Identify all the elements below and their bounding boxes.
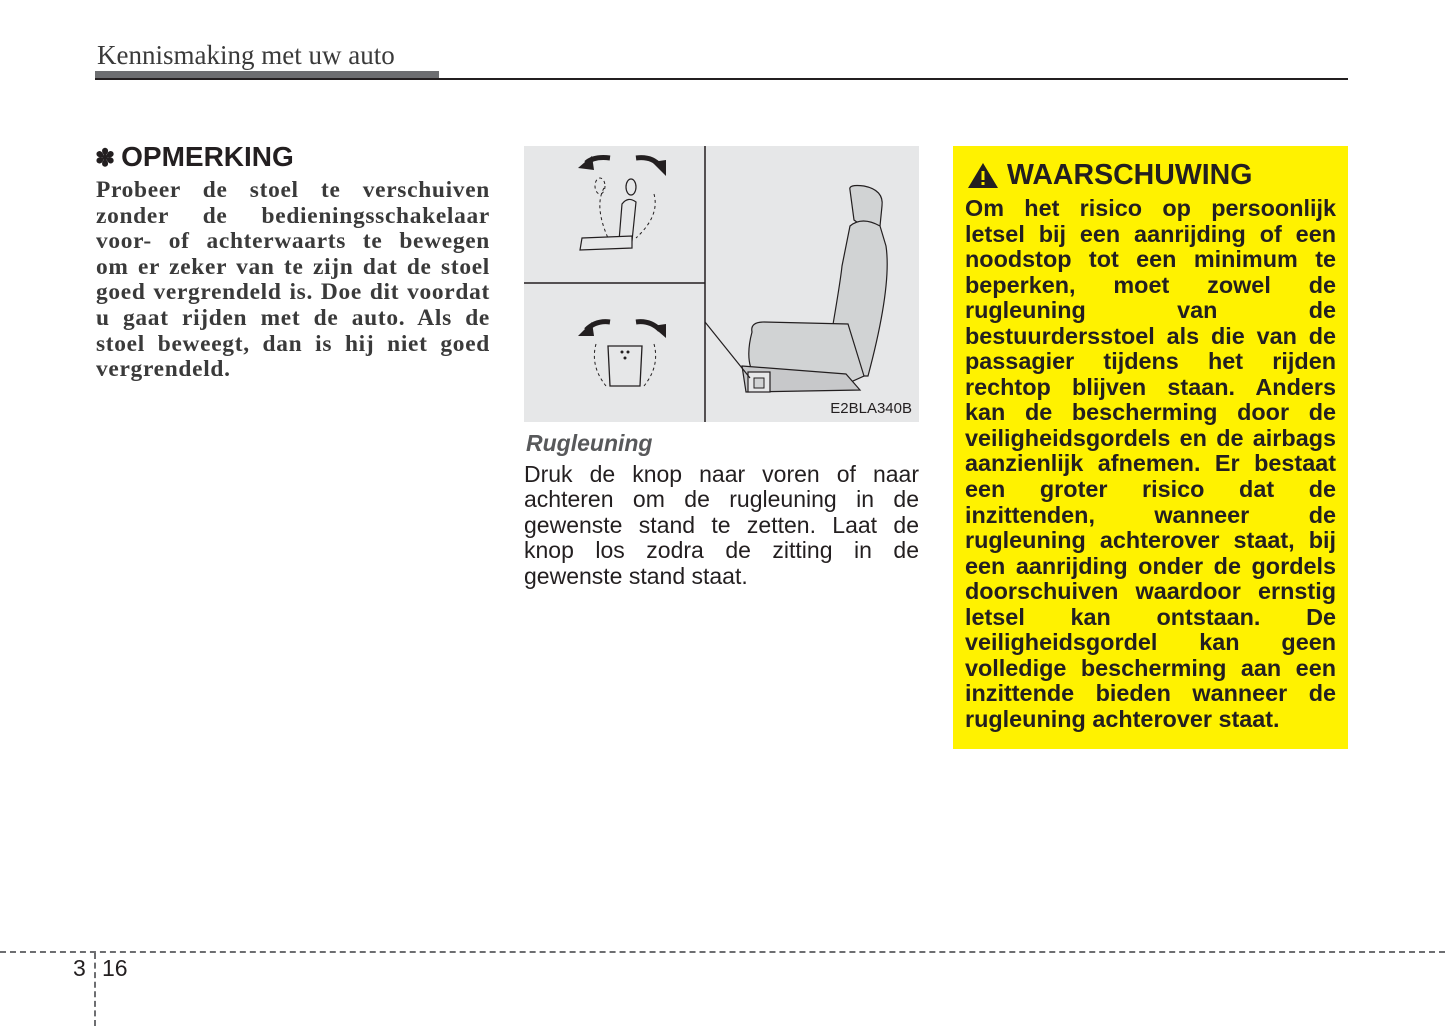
- note-text: Probeer de stoel te verschuiven zonder de bedieningsschakelaar voor- of achterwaarts te bewegen om er zeker van te zijn dat de stoel goed vergrendeld is. Doe dit voordat u gaat rijden met de auto. Als de stoel beweegt, dan is hij niet goed vergrendeld.: [96, 177, 490, 383]
- warning-heading: [967, 157, 1252, 193]
- note-star-icon: ✽: [95, 145, 116, 172]
- page-header-title: Kennismaking met uw auto: [97, 40, 395, 70]
- footer-vertical-dashed-line: [94, 953, 96, 1026]
- rugleuning-heading: Rugleuning: [526, 430, 653, 456]
- figure-code: E2BLA340B: [830, 400, 912, 417]
- seat-figure: [524, 146, 919, 422]
- recline-side-icon: [578, 156, 666, 250]
- footer-dashed-line: [0, 951, 1445, 953]
- note-heading-label: OPMERKING: [121, 141, 294, 172]
- chapter-number: 3: [73, 955, 86, 981]
- seat-drawing: [705, 186, 887, 393]
- header-rule: [95, 78, 1348, 80]
- note-heading: [95, 139, 294, 177]
- power-seat-recline-illustration: [524, 146, 919, 422]
- rugleuning-text: Druk de knop naar voren of naar achteren om de rugleuning in de gewenste stand te zetten. Laat de knop los zodra de zitting in de gewenste stand staat.: [524, 461, 919, 589]
- warning-triangle-icon: [967, 161, 999, 189]
- page-number: 16: [102, 955, 128, 981]
- recline-switch-icon: [578, 322, 666, 386]
- warning-text: Om het risico op persoonlijk letsel bij een aanrijding of een noodstop tot een minimum te beperken, moet zowel de rugleuning van de bestuurdersstoel als die van de passagier tijdens het rijden rechtop blijven staan. Anders kan de bescherming door de veiligheidsgordels en de airbags aanzienlijk afnemen. Er bestaat een groter risico dat de inzittenden, wanneer de rugleuning achterover staat, bij een aanrijding onder de gordels doorschuiven waardoor ernstig letsel kan ontstaan. De veiligheidsgordel kan geen volledige bescherming aan een inzittende bieden wanneer de rugleuning achterover staat.: [965, 195, 1336, 732]
- warning-heading-label: WAARSCHUWING: [1007, 159, 1253, 191]
- warning-box: [953, 146, 1348, 749]
